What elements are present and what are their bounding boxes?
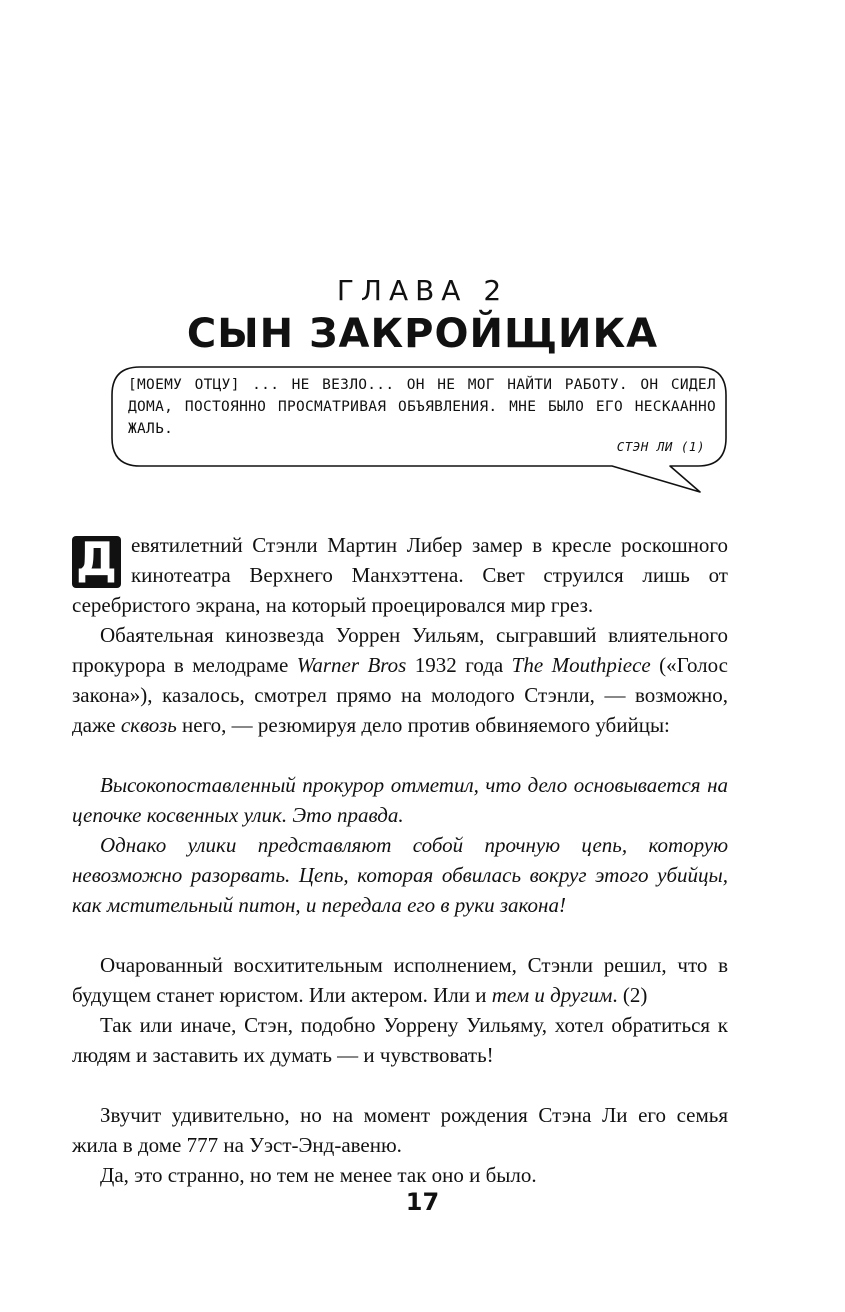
- paragraph-3: [72, 950, 728, 1010]
- studio-name: Warner Bros: [296, 653, 407, 677]
- emphasis-phrase: тем и другим: [491, 983, 613, 1007]
- epigraph-text: [МОЕМУ ОТЦУ] ... НЕ ВЕЗЛО... ОН НЕ МОГ НАЙТИ РАБОТУ. ОН СИДЕЛ ДОМА, ПОСТОЯННО ПРОСМАТРИВАЯ ОБЪЯВЛЕНИЯ. МНЕ БЫЛО ЕГО НЕСКААННО ЖАЛЬ.: [128, 377, 716, 437]
- film-title: The Mouthpiece: [511, 653, 651, 677]
- paragraph-3-text-b: . (2): [612, 983, 648, 1007]
- paragraph-4: Так или иначе, Стэн, подобно Уоррену Уильяму, хотел обратиться к людям и заставить их думать — и чувствовать!: [72, 1013, 728, 1067]
- paragraph-5: Звучит удивительно, но на момент рождения Стэна Ли его семья жила в доме 777 на Уэст-Энд-авеню.: [72, 1103, 728, 1157]
- quote-2: Однако улики представляют собой прочную цепь, которую невозможно разорвать. Цепь, которая обвилась вокруг этого убийцы, как мстительный питон, и передала его в руки закона!: [72, 833, 728, 917]
- chapter-title: СЫН ЗАКРОЙЩИКА: [186, 311, 659, 357]
- page-number: 17: [405, 1188, 440, 1216]
- emphasis-word: сквозь: [120, 713, 177, 737]
- epigraph-credit: СТЭН ЛИ (1): [616, 439, 705, 454]
- chapter-body: [72, 530, 728, 1190]
- paragraph-2-text-b: 1932 года: [406, 653, 512, 677]
- paragraph-2-text-d: него, — резюмируя дело против обвиняемого убийцы:: [176, 713, 670, 737]
- chapter-label: ГЛАВА 2: [336, 274, 509, 307]
- paragraph-1: [72, 530, 728, 620]
- paragraph-2-text-a: Обаятельная кинозвезда Уоррен Уильям, сыгравший влиятельного прокурора в мелодраме: [72, 623, 728, 677]
- paragraph-3-text-a: Очарованный восхитительным исполнением, Стэнли решил, что в будущем станет юристом. Или актером. Или и: [72, 953, 728, 1007]
- speech-bubble: [0, 0, 845, 520]
- quote-1: Высокопоставленный прокурор отметил, что дело основывается на цепочке косвенных улик. Это правда.: [72, 773, 728, 827]
- paragraph-2: [72, 620, 728, 740]
- paragraph-2-text-c: («Голос закона»), казалось, смотрел прямо на молодого Стэнли, — возможно, даже: [72, 653, 729, 737]
- paragraph-1-text: евятилетний Стэнли Мартин Либер замер в кресле роскошного кинотеатра Верхнего Манхэттена. Свет струился лишь от серебристого экрана, на который проецировался мир грез.: [72, 533, 728, 617]
- drop-cap: Д: [72, 536, 121, 588]
- paragraph-6: Да, это странно, но тем не менее так оно и было.: [100, 1163, 537, 1187]
